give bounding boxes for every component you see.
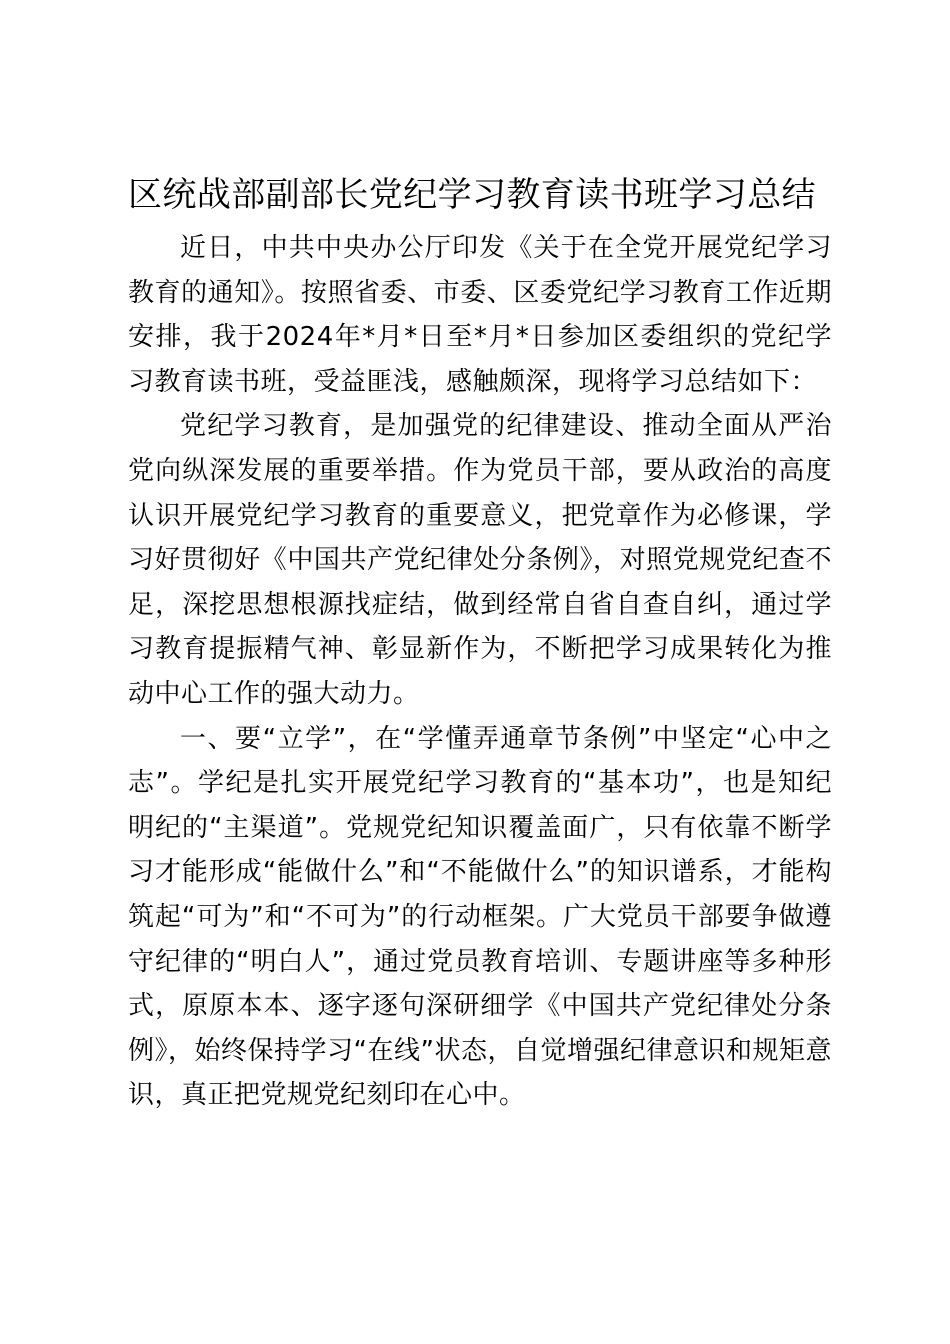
document-body [128, 226, 832, 1118]
paragraph-significance: 党纪学习教育，是加强党的纪律建设、推动全面从严治党向纵深发展的重要举措。作为党员干部，要从政治的高度认识开展党纪学习教育的重要意义，把党章作为必修课，学习好贯彻好《中国共产党纪律处分条例》，对照党规党纪查不足，深挖思想根源找症结，做到经常自省自查自纠，通过学习教育提振精气神、彰显新作为，不断把学习成果转化为推动中心工作的强大动力。 [128, 411, 832, 709]
paragraph-intro: 近日，中共中央办公厅印发《关于在全党开展党纪学习教育的通知》。按照省委、市委、区委党纪学习教育工作近期安排，我于2024年*月*日至*月*日参加区委组织的党纪学习教育读书班，受益匪浅，感触颇深，现将学习总结如下： [128, 233, 832, 397]
paragraph-section-one: 一、要“立学”，在“学懂弄通章节条例”中坚定“心中之志”。学纪是扎实开展党纪学习教育的“基本功”，也是知纪明纪的“主渠道”。党规党纪知识覆盖面广，只有依靠不断学习才能形成“能做什么”和“不能做什么”的知识谱系，才能构筑起“可为”和“不可为”的行动框架。广大党员干部要争做遵守纪律的“明白人”，通过党员教育培训、专题讲座等多种形式，原原本本、逐字逐句深研细学《中国共产党纪律处分条例》，始终保持学习“在线”状态，自觉增强纪律意识和规矩意识，真正把党规党纪刻印在心中。 [128, 723, 832, 1111]
document-title: 区统战部副部长党纪学习教育读书班学习总结 [128, 175, 816, 215]
